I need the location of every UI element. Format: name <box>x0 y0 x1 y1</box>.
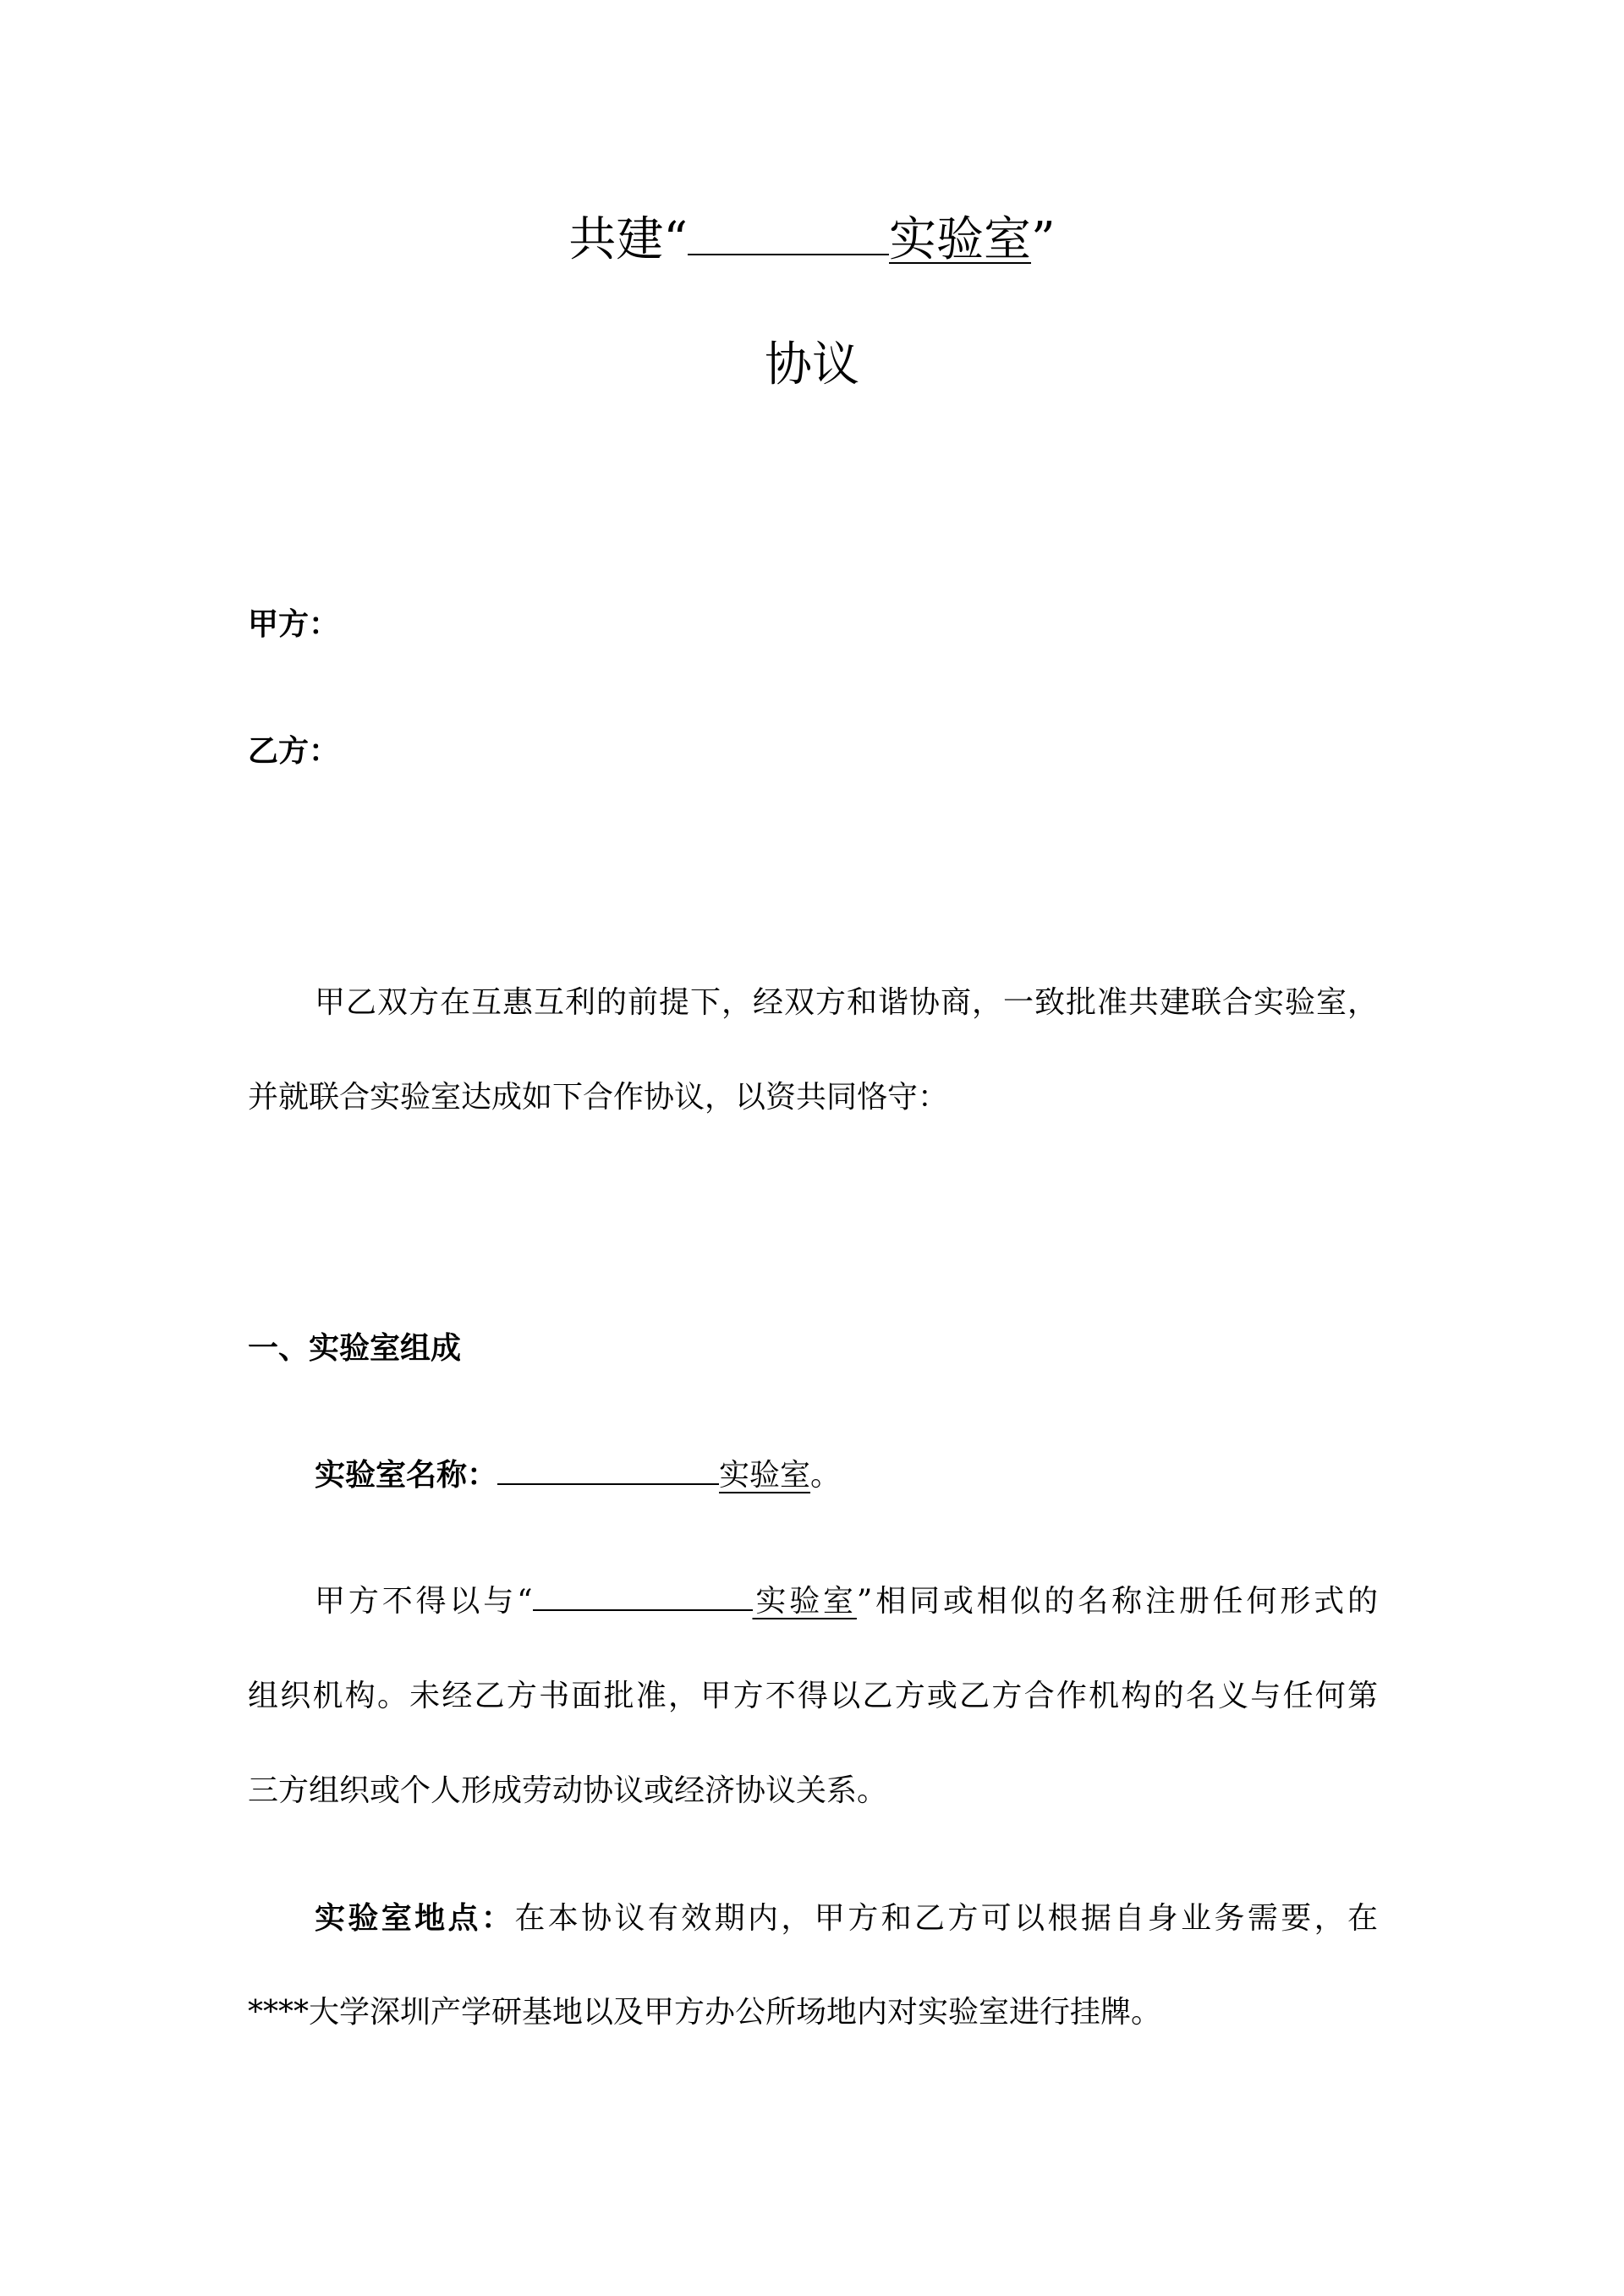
document-subtitle: 协议 <box>765 337 859 392</box>
document-title <box>0 212 1624 267</box>
restriction-blank-underline <box>533 1608 753 1611</box>
title-suffix: ” <box>1031 212 1056 267</box>
location-line-1-rest: 在本协议有效期内，甲方和乙方可以根据自身业务需要，在 <box>514 1901 1378 1936</box>
lab-name-blank-underline <box>497 1482 719 1485</box>
section-1-heading: 一、实验室组成 <box>248 1330 462 1366</box>
party-b-label: 乙方： <box>248 733 340 769</box>
title-lab-name: 实验室 <box>889 212 1031 267</box>
preamble-line-2: 并就联合实验室达成如下合作协议，以资共同恪守： <box>248 1080 949 1115</box>
lab-name-line <box>315 1457 842 1493</box>
title-blank-underline <box>688 253 889 255</box>
restriction-line-1-rest: ”相同或相似的名称注册任何形式的 <box>856 1584 1378 1619</box>
preamble-line-1: 甲乙双方在互惠互利的前提下，经双方和谐协商，一致批准共建联合实验室， <box>315 985 1378 1020</box>
location-line-2: ****大学深圳产学研基地以及甲方办公所场地内对实验室进行挂牌。 <box>248 1995 1162 2030</box>
title-prefix: 共建“ <box>568 212 688 267</box>
restriction-lab-name: 实验室 <box>752 1584 857 1619</box>
restriction-prefix: 甲方不得以与“ <box>315 1584 533 1619</box>
party-a-label: 甲方： <box>248 606 340 642</box>
restriction-line-3: 三方组织或个人形成劳动协议或经济协议关系。 <box>248 1773 888 1808</box>
location-line-1 <box>315 1900 1378 1936</box>
lab-name-value: 实验室 <box>719 1458 811 1493</box>
lab-name-end: 。 <box>810 1458 842 1493</box>
location-label: 实验室地点： <box>315 1900 515 1936</box>
lab-name-label: 实验室名称： <box>315 1457 498 1493</box>
restriction-line-2: 组织机构。未经乙方书面批准，甲方不得以乙方或乙方合作机构的名义与任何第 <box>248 1679 1378 1713</box>
restriction-line-1 <box>315 1586 1378 1617</box>
